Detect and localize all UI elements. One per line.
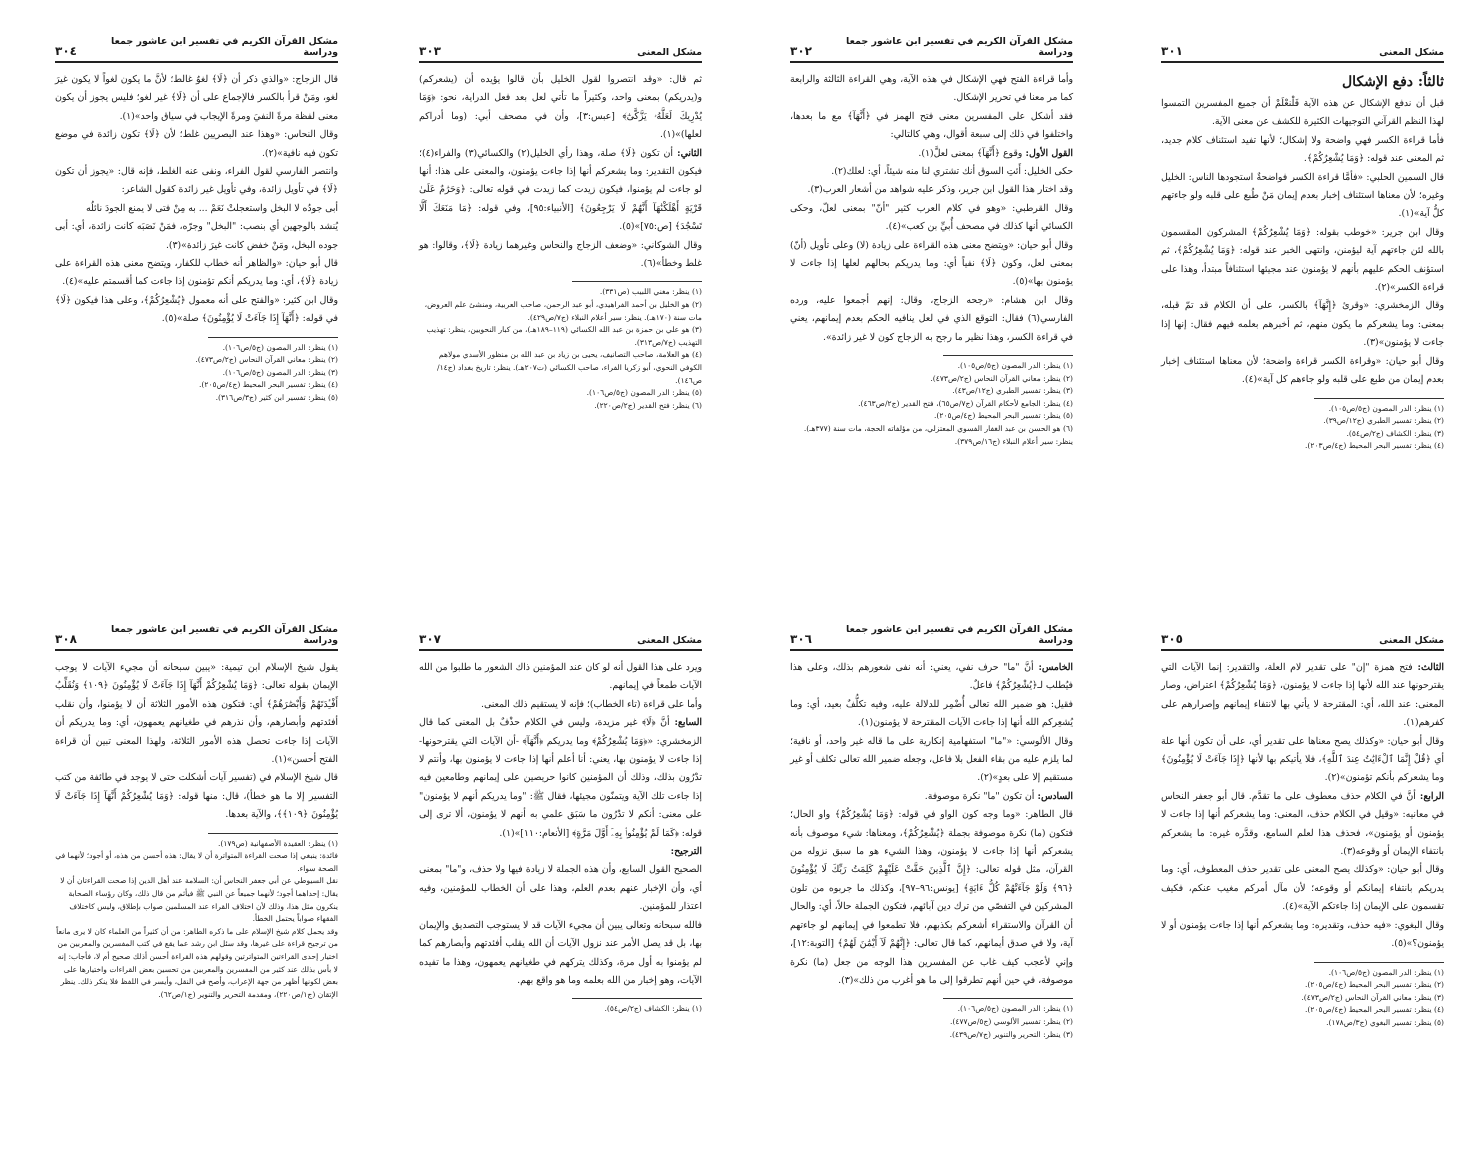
paragraph: يُنشد بالوجهين أي بنصب: "البخل" وجرّه، فمَنْ نَصَبَه كانت زائدة، أي: أبى جوده البخل، ومَنْ خفض كانت غيرَ زائدة»(٣). <box>55 221 338 251</box>
paragraph: وقال ابن هشام: «رجحه الزجاج، وقال: إنهم أجمعوا عليه، ورده الفارسي(٦) فقال: التوقع الذي في لعل ينافيه الحكم بعدم إيمانهم، يعني في قراءة الكسر، وهذا نظير ما رجح به الزجاج كون لا غير زائدة». <box>790 294 1073 343</box>
paragraph: وانتصر الفارسي لقول الفراء، ونفى عنه الغلط، فإنه قال: «يجوز أن تكون ﴿لَا﴾ في تأويل زائدة، وفي تأويل غير زائدة كقول الشاعر: <box>55 166 338 196</box>
footnotes <box>1161 403 1444 453</box>
footnote: فائدة: ينبغي إذا صحت القراءة المتواترة أن لا يقال: هذه أحسن من هذه، أو أجود؛ لأنهما في الصحة سواء. <box>55 851 338 873</box>
footnotes <box>419 1003 702 1016</box>
page-title: مشكل المعنى <box>1379 635 1444 646</box>
page-title: مشكل القرآن الكريم في تفسير ابن عاشور جمعا ودراسة <box>846 36 1073 58</box>
paragraph: وقال الألوسي: «"ما" استفهامية إنكارية على ما قاله غير واحد، أو نافية؛ لما يلزم عليه من بقاء الفعل بلا فاعل، وجعله ضمير الله تعالى تكلف أو غير مستقيم إلا على بعدٍ»(٢). <box>790 735 1073 784</box>
page-body <box>55 659 338 825</box>
page-body <box>1161 71 1444 390</box>
paragraph: قال شيخ الإسلام في (تفسير آيات أشكلت حتى لا يوجد في طائفة من كتب التفسير إلا ما هو خطأ)، قال: منها قوله: ﴿وَمَا يُشْعِرُكُمْ أَنَّهَآ إِذَا جَآءَتْ لَا يُؤْمِنُونَ ﴿١٠٩﴾﴾، والآية بعدها. <box>55 772 338 821</box>
footnotes <box>419 286 702 412</box>
footnote: (٢) ينظر: معاني القرآن النحاس (ج٢/ص٤٧٣). <box>195 355 338 365</box>
page-306 <box>790 624 1074 1041</box>
footnote: (٥) ينظر: الدر المصون (ج٥/ص١٠٦). <box>586 388 702 398</box>
footnote: (١) ينظر: الدر المصون (ج٥/ص١٠٦). <box>222 342 338 352</box>
footnote-separator <box>943 998 1073 999</box>
paragraph: الصحيح القول السابع، وأن هذه الجملة لا زيادة فيها ولا حذف، و"ما" بمعنى أي، وأن الإخبار عنهم بعدم العلم، وهذا على أن الخطاب للمؤمنين، وفيه اعتذار للمؤمنين. <box>419 864 702 913</box>
paragraph: وقال القرطبي: «وهو في كلام العرب كثير "أنّ" بمعنى لعلّ، وحكى الكسائي أنها كذلك في مصحف أُبيِّ بن كعب»(٤). <box>790 202 1073 233</box>
footnote: (٣) هو علي بن حمزة بن عبد الله الكسائي (١١٩–١٨٩هـ)، من كبار النحويين، ينظر: تهذيب التهذيب (ج٧/ص٣١٣). <box>426 325 702 347</box>
paragraph: ويرد على هذا القول أنه لو كان عند المؤمنين ذاك الشعور ما طلبوا من الله الآيات طمعاً في إيمانهم. <box>419 662 702 692</box>
page-305 <box>1161 628 1444 1029</box>
page-308 <box>55 624 338 1001</box>
paragraph: السادس: أن تكون "ما" نكرة موصوفة. <box>924 790 1073 802</box>
section-heading: ثالثاً: دفع الإشكال <box>1342 74 1444 90</box>
paragraph: وقال أبو حيان: «وكذلك يصح المعنى على تقدير حذف المعطوف، أي: وما يدريكم بانتفاء إيمانكم أو وقوعه؛ لأن مآل أمركم مغيب عنكم، فكيف تقسمون على الإيمان إذا جاءتكم الآية»(٤). <box>1161 864 1444 913</box>
subheading: الترجيح: <box>670 846 702 858</box>
footnote: وقد يحمل كلام شيخ الإسلام على ما ذكره الطاهر: من أن كثيراً من العلماء كان لا يرى مانعاً من ترجيح قراءة على غيرها، وقد سئل ابن رشد عما يقع في كتب المفسرين والمعربين من اختيار إحدى القراءتين المتواترتين وقولهم هذه القراءة أحسن أذلك صحيح أم لا، فأجاب: إنه لا بأس بذلك عند كثير من المفسرين والمعربين من تحسين بعض القراءات واختيارها على بعض لكونها أظهر من جهة الإعراب، وأصح في النقل، وأيسر في اللفظ فلا ينكر ذلك. ينظر الإتقان (ج١/ص٢٢٠)، ومقدمة التحرير والتنوير (ج١/ص٦٢). <box>56 926 338 999</box>
footnote: (٣) ينظر: الكشاف (ج٢/ص٥٤). <box>1346 428 1444 438</box>
footnote: (٣) ينظر: التحرير والتنوير (ج٧/ص٤٣٩). <box>949 1029 1073 1039</box>
footnote: (٢) ينظر: تفسير البحر المحيط (ج٤/ص٢٠٥). <box>1304 980 1444 990</box>
footnote: (٢) ينظر: معاني القرآن النحاس (ج٢/ص٤٧٣). <box>930 373 1073 383</box>
page-body <box>1161 659 1444 954</box>
page-title: مشكل القرآن الكريم في تفسير ابن عاشور جمعا ودراسة <box>111 36 338 58</box>
paragraph: وقال أبو حيان: «وقراءة الكسر قراءة واضحة؛ لأن معناها استئناف إخبار بعدم إيمان من طبع على قلبه ولو جاءهم كل آية»(٤). <box>1161 355 1444 386</box>
page-header <box>419 628 702 651</box>
footnote: نقل السيوطي عن أبي جعفر النحاس أن: السلامة عند أهل الدين إذا صحت القراءتان أن لا يقال: إحداهما أجود؛ لأنهما جميعاً عن النبي ﷺ فيأثم من قال ذلك، وكان رؤساء الصحابة ينكرون مثل هذا، وذلك لأن اختلاف القراء عند المسلمين صواب بإطلاق، وليس كاختلاف الفقهاء صواباً يحتمل الخطأ. <box>60 876 338 924</box>
footnote: (١) ينظر: العقيدة الأصفهانية (ص١٧٩). <box>217 838 338 848</box>
footnotes <box>55 838 338 1002</box>
page-302 <box>790 36 1073 448</box>
page-number: ٣٠٥ <box>1161 632 1183 646</box>
page-number: ٣٠٧ <box>419 632 441 646</box>
paragraph: وقال أبو حيان: «وكذلك يصح معناها على تقدير أي، على أن تكون أنها علة أي ﴿قُلْ إِنَّمَا ٱلْءَايَٰتُ عِندَ ٱللَّهِ﴾، فلا يأتيكم بها لأنها ﴿إِذَا جَآءَتْ لَا يُؤْمِنُونَ﴾ وما يشعركم بأنكم تؤمنون»(٢). <box>1161 735 1444 784</box>
page-title: مشكل المعنى <box>637 635 702 646</box>
paragraph: السابع: أنَّ ﴿لَا﴾ غير مزيدة، وليس في الكلام حذْفٌ بل المعنى كما قال الزمخشري: «﴿وَمَا يُشْعِرُكُمْ﴾ وما يدريكم ﴿أَنَّهَآ﴾ -أن الآيات التي يقترحونها- إذا جاءت لا يؤمنون بها، يعني: أنا أعلم أنها إذا جاءت لا يؤمنون بها، وأنتم لا تدْرُون بذلك، وذلك أن المؤمنين كانوا حريصين على إيمانهم وطامعين فيه إذا جاءت تلك الآية ويتمنّون مجيئها، فقال ﷺ: "وما يدريكم أنهم لا يؤمنون" على معنى: أنكم لا تدْرُون ما سَبَق علمي به أنهم لا يؤمنون، ألا ترى إلى قوله: ﴿كَمَا لَمْ يُؤْمِنُوا۟ بِهِۦٓ أَوَّلَ مَرَّةٍ﴾ [الأنعام:١١٠]»(١). <box>419 717 703 839</box>
paragraph: وقد اختار هذا القول ابن جرير، وذكر عليه شواهد من أشعار العرب(٣). <box>807 184 1073 196</box>
footnote: (٥) ينظر: تفسير البحر المحيط (ج٤/ص٢٠٥). <box>933 411 1073 421</box>
footnote: (٦) ينظر: فتح القدير (ج٢/ص٢٢٠). <box>594 400 702 410</box>
paragraph: القول الأول: وقوع ﴿أَنَّهَآ﴾ بمعنى لعلَّ(١). <box>918 147 1073 159</box>
paragraph: الثالث: فتح همزة "إن" على تقدير لام العلة، والتقدير: إنما الآيات التي يقترحونها عند الله لأنها إذا جاءت لا يؤمنون، ﴿وَمَا يُشْعِرُكُمْ﴾ اعتراض، وصار المعنى: عند الله، أي: المقترحة لا يأتي بها لانتفاء إيمانهم وإصرارهم على كفرهم(١). <box>1161 662 1444 729</box>
paragraph: وأما على قراءة (تاء الخطاب)؛ فإنه لا يستقيم ذلك المعنى. <box>480 698 702 710</box>
paragraph: الثاني: أن تكون ﴿لَا﴾ صلة، وهذا رأي الخليل(٢) والكسائي(٣) والفراء(٤)؛ فيكون التقدير: وما يشعركم أنها إذا جاءت يؤمنون، والمعنى على هذا: أنها لو جاءت لم يؤمنوا، فيكون زيدت كما زيدت في قوله تعالى: ﴿وَحَرَٰمٌ عَلَىٰ قَرْيَةٍ أَهْلَكْنَٰهَآ أَنَّهُمْ لَا يَرْجِعُونَ﴾ [الأنبياء:٩٥]، وفي قوله: ﴿مَا مَنَعَكَ أَلَّا تَسْجُدَ﴾ [ص:٧٥]»(٥). <box>419 147 702 233</box>
page-body <box>419 659 702 990</box>
footnote: (٣) ينظر: معاني القرآن النحاس (ج٢/ص٤٧٣). <box>1301 992 1444 1002</box>
footnotes <box>55 342 338 405</box>
page-header <box>55 624 338 651</box>
paragraph: قال الطاهر: «وما وجه كون الواو في قوله: ﴿وَمَا يُشْعِرُكُمْ﴾ واو الحال؛ فتكون (ما) نكرة موصوفة بجملة ﴿يُشْعِرُكُمْ﴾، ومعناها: شيء موصوف بأنه يشعركم أنها إذا جاءت لا يؤمنون، وهذا الشيء هو ما سبق نزوله من القرآن، مثل قوله تعالى: ﴿إِنَّ ٱلَّذِينَ حَقَّتْ عَلَيْهِمْ كَلِمَتُ رَبِّكَ لَا يُؤْمِنُونَ ﴿٩٦﴾ وَلَوْ جَآءَتْهُمْ كُلُّ ءَايَةٍ﴾ [يونس:٩٦–٩٧]، وكذلك ما جربوه من تلون المشركين في التفصّي من ترك دين آبائهم، فتكون الجملة حالاً، أي: والحال أن القرآن والاستقراء أشعركم بكذبهم، فلا تطمعوا في إيمانهم لو جاءتهم آية، ولا في صدق أيمانهم، كما قال تعالى: ﴿إِنَّهُمْ لَآ أَيْمَٰنَ لَهُمْ﴾ [التوبة:١٢]، وإني لأعجب كيف غاب عن المفسرين هذا الوجه من جعل (ما) نكرة موصوفة، في حين أنهم تطرقوا إلى ما هو أغرب من ذلك»(٣). <box>790 809 1074 986</box>
paragraph: حكى الخليل: أَئتِ السوق أنك تشتري لنا منه شيئاً، أي: لعلك(٢). <box>831 166 1073 178</box>
paragraph: الرابع: أنَّ في الكلام حذف معطوف على ما تقدَّم. قال أبو جعفر النحاس في معانيه: «وقيل في الكلام حذف، المعنى: وما يشعركم أنها إذا جاءت لا يؤمنون أو يؤمنون»، فحذف هذا لعلم السامع، وقدَّره غيره: ما يشعركم بانتفاء الإيمان أو وقوعه(٣). <box>1161 790 1444 858</box>
paragraph: وقال الشوكاني: «وضعف الزجاج والنحاس وغيرهما زيادة ﴿لَا﴾، وقالوا: هو غلط وخطأ»(٦). <box>419 239 702 270</box>
paragraph: وقال الزمخشري: «وقرئ ﴿إِنَّهَآ﴾ بالكسر، على أن الكلام قد تمّ قبله، بمعنى: وما يشعركم ما يكون منهم، ثم أخبرهم بعلمه فيهم فقال: إنها إذا جاءت لا يؤمنون»(٣). <box>1161 300 1444 349</box>
paragraph: قال السمين الحلبي: «فأمَّا قراءة الكسر فواضحةٌ استجودها الناس: الخليل وغيره؛ لأن معناها استئناف إخبار بعدم إيمان مَنْ طُبع على قلبه ولو جاءتهم كلُّ آية»(١). <box>1161 171 1444 220</box>
paragraph: وقال البغوي: «فيه حذف، وتقديره: وما يشعركم أنها إذا جاءت يؤمنون أو لا يؤمنون؟»(٥). <box>1161 919 1444 950</box>
footnote-separator <box>1314 962 1444 963</box>
page-number: ٣٠٣ <box>419 44 441 58</box>
page-body <box>790 71 1073 347</box>
footnote: (٥) ينظر: تفسير ابن كثير (ج٣/ص٣١٦). <box>215 393 338 403</box>
footnotes <box>790 360 1073 448</box>
paragraph: قال أبو حيان: «والظاهر أنه خطاب للكفار، ويتضح معنى هذه القراءة على زيادة ﴿لَا﴾، أي: وما يدريكم أنكم تؤمنون إذا جاءت كما أقسمتم عليه»(٤). <box>55 258 338 288</box>
paragraph: وقال ابن كثير: «والفتح على أنه معمول ﴿يُشْعِرُكُمْ﴾، وعلى هذا فيكون ﴿لَا﴾ في قوله: ﴿أَنَّهَآ إِذَا جَآءَتْ لَا يُؤْمِنُونَ﴾ صلة»(٥). <box>55 294 338 325</box>
footnote: (٢) هو الخليل بن أحمد الفراهيدي، أبو عبد الرحمن، صاحب العربية، ومنشئ علم العروض، مات سنة (١٧٠هـ). ينظر: سير أعلام النبلاء (ج٧/ص٤٢٩). <box>424 300 702 322</box>
footnote-separator <box>572 281 702 282</box>
paragraph: قبل أن ندفع الإشكال عن هذه الآية فَلْنعْلَمْ أن جميع المفسرين التمسوا لهذا النظم القرآني التوجيهات الكثيرة للكشف عن معنى الآية. <box>1161 98 1444 128</box>
footnote: (١) ينظر: الدر المصون (ج٥/ص١٠٥). <box>1328 403 1444 413</box>
page-title: مشكل القرآن الكريم في تفسير ابن عاشور جمعا ودراسة <box>111 624 338 646</box>
page-number: ٣٠٦ <box>790 632 812 646</box>
footnote-separator <box>208 337 338 338</box>
page-header <box>1161 628 1444 651</box>
paragraph: فالله سبحانه وتعالى يبين أن مجيء الآيات قد لا يستوجب التصديق والإيمان بها، بل قد يصل الأمر عند نزول الآيات أن الله يقلب أفئدتهم وأبصارهم كما لم يؤمنوا به أول مرة، وكذلك يتركهم في طغيانهم يعمهون، وهذا ما تفيده الآيات، وهو إخبار من الله بعلمه وما هو واقع بهم. <box>419 919 702 986</box>
page-title: مشكل المعنى <box>1379 47 1444 58</box>
page-number: ٣٠٨ <box>55 632 77 646</box>
paragraph: ثم قال: «وقد انتصروا لقول الخليل بأن قالوا يؤيده أن (يشعركم) و(يدريكم) بمعنى واحد، وكثيراً ما تأتي لعل بعد فعل الدراية، نحو: ﴿وَمَا يُدْرِيكَ لَعَلَّهُۥ يَزَّكَّىٰٓ﴾ [عبس:٣]، وأن في مصحف أبي: (وما أدراكم لعلها)»(١). <box>419 74 702 141</box>
footnotes <box>1161 967 1444 1030</box>
page-body <box>790 659 1073 990</box>
page-304 <box>55 36 338 405</box>
footnote-separator <box>1314 398 1444 399</box>
footnote: (٤) ينظر: الجامع لأحكام القرآن (ج٧/ص٦٥)، فتح القدير (ج٢/ص٤٦٣). <box>858 398 1073 408</box>
paragraph: أبى جودُه لا البخل واستعجلتْ نَعَمْ ... به مِنْ فتى لا يمنع الجودَ نائلُه <box>85 202 338 214</box>
footnote: (١) ينظر: الدر المصون (ج٥/ص١٠٥). <box>957 361 1073 371</box>
footnote: (١) ينظر: مغني اللبيب (ص٣٣١). <box>599 287 702 297</box>
footnotes <box>790 1003 1073 1041</box>
footnote: (٢) ينظر: تفسير الطبري (ج١٢/ص٣٩). <box>1323 416 1444 426</box>
paragraph: وأما قراءة الفتح فهي الإشكال في هذه الآية، وهي القراءة الثالثة والرابعة كما مر معنا في تحرير الإشكال. <box>790 74 1073 104</box>
paragraph: وقال النحاس: «وهذا عند البصريين غلط؛ لأن ﴿لَا﴾ تكون زائدة في موضع تكون فيه نافية»(٢). <box>55 129 338 159</box>
page-number: ٣٠١ <box>1161 44 1183 58</box>
page-header <box>419 40 702 63</box>
paragraph: وقال أبو حيان: «ويتضح معنى هذه القراءة على زيادة (لا) وعلى تأويل (أنّ) بمعنى لعل، وكون ﴿لَا﴾ نفياً أي: وما يدريكم بحالهم لعلها إذا جاءت لا يؤمنون بها»(٥). <box>790 239 1073 288</box>
footnote: (١) ينظر: الكشاف (ج٢/ص٥٤). <box>604 1004 702 1014</box>
paragraph: فأما قراءة الكسر فهي واضحة ولا إشكال؛ لأنها تفيد استئناف كلام جديد، ثم المعنى عند قوله: ﴿وَمَا يُشْعِرُكُمْ﴾. <box>1161 134 1444 165</box>
footnote: (٥) ينظر: تفسير البغوي (ج٣/ص١٧٨). <box>1326 1017 1444 1027</box>
paragraph: يقول شيخ الإسلام ابن تيمية: «يبين سبحانه أن مجيء الآيات لا يوجب الإيمان بقوله تعالى: ﴿وَمَا يُشْعِرُكُمْ أَنَّهَآ إِذَا جَآءَتْ لَا يُؤْمِنُونَ ﴿١٠٩﴾ وَنُقَلِّبُ أَفْـِٔدَتَهُمْ وَأَبْصَٰرَهُمْ﴾ أي: فتكون هذه الأمور الثلاثة أن لا يؤمنوا، وأن نقلب أفئدتهم وأبصارهم، وأن نذرهم في طغيانهم يعمهون، أي: وما يدريكم أن الآيات إذا جاءت تحصل هذه الأمور الثلاثة، ولهذا المعنى تبين أن قراءة الفتح أحسن»(١). <box>55 662 338 766</box>
page-title: مشكل القرآن الكريم في تفسير ابن عاشور جمعا ودراسة <box>846 624 1073 646</box>
paragraph: فقيل: هو ضمير الله تعالى أُضْمِر للدلالة عليه، وفيه تكلُّفٌ بعيد، أي: وما يُشعِركم الله أنها إذا جاءت الآيات المقترحة لا يؤمنون(١). <box>790 698 1073 729</box>
footnote: (٦) هو الحسن بن عبد الغفار الفسوي المعتزلي، من مؤلفاته الحجة، مات سنة (٣٧٧هـ). ينظر: سير أعلام النبلاء (ج١٦/ص٣٧٩). <box>803 424 1073 446</box>
page-header <box>790 36 1073 63</box>
page-header <box>790 624 1073 651</box>
footnote: (١) ينظر: الدر المصون (ج٥/ص١٠٦). <box>957 1004 1073 1014</box>
footnote: (٤) ينظر: تفسير البحر المحيط (ج٤/ص٢٠٥). <box>1304 1005 1444 1015</box>
paragraph: قال الزجاج: «والذي ذكر أن ﴿لَا﴾ لغوٌ غالط؛ لأنَّ ما يكون لغواً لا يكون غيرَ لغو، ومَنْ قرأ بالكسر فالإجماع على أن ﴿لَا﴾ غير لغو؛ فليس يجوز أن يكون معنى لفظة مرةً النفيَ ومرةً الإيجاب في سياق واحد»(١). <box>55 74 338 122</box>
footnote: (٣) ينظر: تفسير الطبري (ج١٢/ص٤٣). <box>952 386 1073 396</box>
footnote-separator <box>208 833 338 834</box>
paragraph: وقال ابن جرير: «خوطب بقوله: ﴿وَمَا يُشْعِرُكُمْ﴾ المشركون المقسمون بالله لئن جاءتهم آية ليؤمنن، وانتهى الخبر عند قوله: ﴿وَمَا يُشْعِرُكُمْ﴾، ثم استؤنف الحكم عليهم بأنهم لا يؤمنون عند مجيئها استئنافاً مبتدأ، وهذا على قراءة الكسر»(٢). <box>1161 226 1444 294</box>
footnote: (٣) ينظر: الدر المصون (ج٥/ص١٠٦). <box>222 367 338 377</box>
footnote: (٢) ينظر: تفسير الألوسي (ج٥/ص٤٧٧). <box>950 1016 1073 1026</box>
page-title: مشكل المعنى <box>637 47 702 58</box>
footnote: (٤) ينظر: تفسير البحر المحيط (ج٤/ص٢٠٣). <box>1304 441 1444 451</box>
page-301 <box>1161 40 1444 453</box>
page-307 <box>419 628 702 1016</box>
footnote: (١) ينظر: الدر المصون (ج٥/ص١٠٦). <box>1328 967 1444 977</box>
page-303 <box>419 40 702 412</box>
footnote-separator <box>943 355 1073 356</box>
page-number: ٣٠٤ <box>55 44 77 58</box>
page-number: ٣٠٢ <box>790 44 812 58</box>
page-body <box>419 71 702 273</box>
footnote-separator <box>572 998 702 999</box>
page-header <box>55 36 338 63</box>
paragraph: الخامس: أنَّ "ما" حرف نفي، يعني: أنه نفى شعورهم بذلك، وعلى هذا فيُطلب لـ﴿يُشْعِرُكُمْ﴾ فاعلٌ. <box>790 662 1073 692</box>
paragraph: فقد أشكل على المفسرين معنى فتح الهمز في ﴿أَنَّهَآ﴾ مع ما بعدها، واختلفوا في ذلك إلى سبعة أقوال، وهي كالتالي: <box>790 110 1073 141</box>
page-body <box>55 71 338 329</box>
footnote: (٤) هو العلامة، صاحب التصانيف، يحيى بن زياد بن عبد الله بن منظور الأسدي مولاهم الكوفي النحوي، أبو زكريا الفراء، صاحب الكسائي (ت٢٠٧هـ). ينظر: تاريخ بغداد (ج١٤/ص١٤٦). <box>437 350 702 385</box>
page-header <box>1161 40 1444 63</box>
footnote: (٤) ينظر: تفسير البحر المحيط (ج٤/ص٢٠٥). <box>198 380 338 390</box>
